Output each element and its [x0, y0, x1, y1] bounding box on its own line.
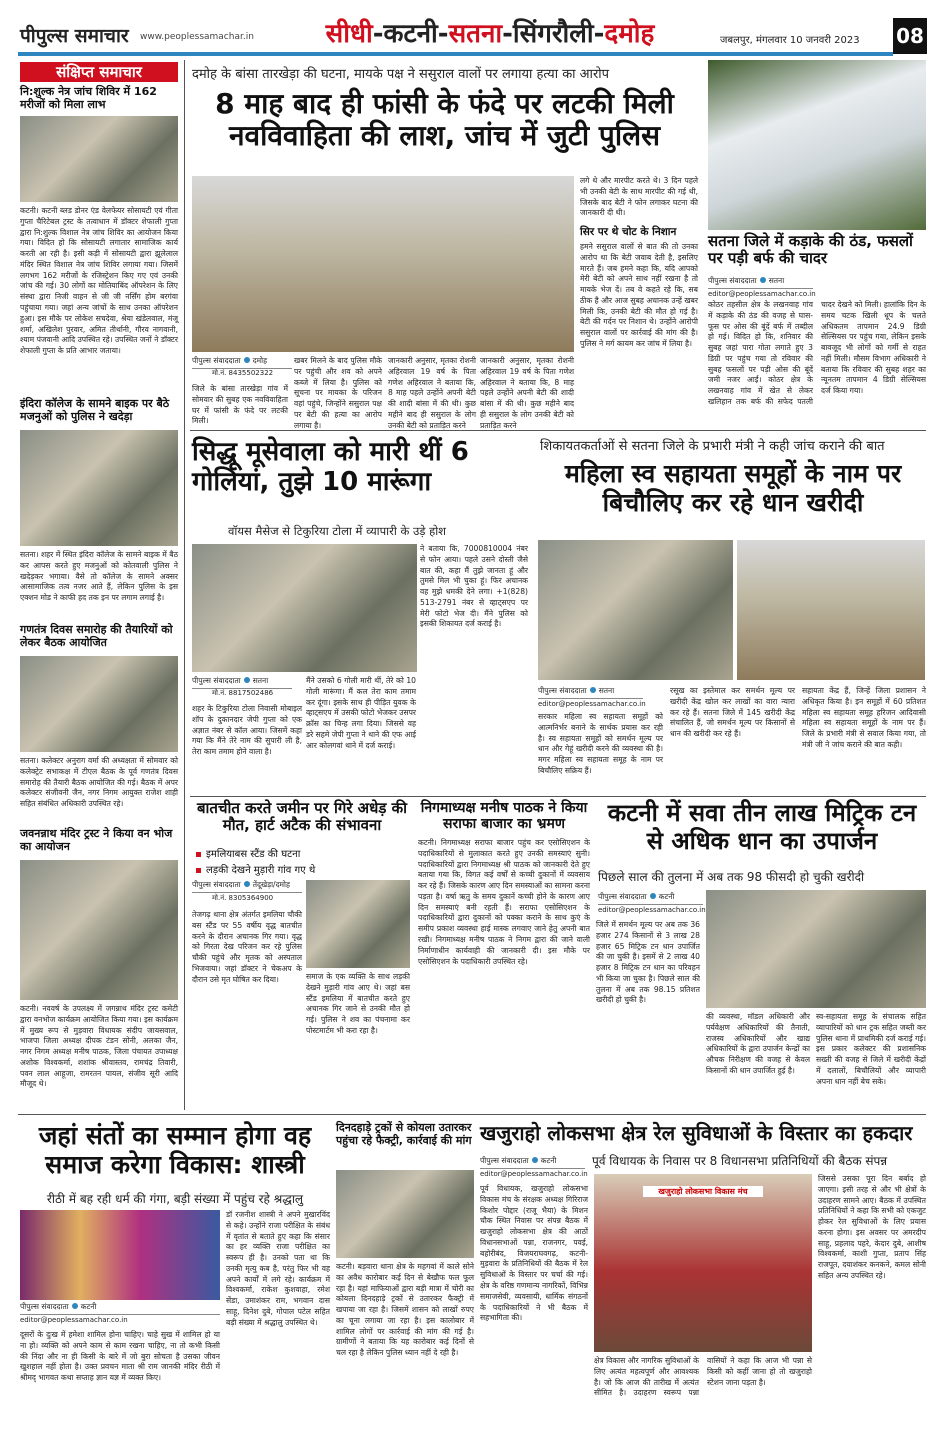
lead-photo	[192, 176, 574, 352]
saints-photo	[20, 1210, 220, 1300]
phone: मो.नं. 8435502322	[212, 369, 274, 377]
procure-body: जिले में समर्थन मूल्य पर अब तक 36 हजार 274 किसानों से 3 लाख 28 हजार 65 मिट्रिक टन धान उपार्जित की जा चुकी है। इसमें से 2 लाख 40 हजार 8 मिट्रिक टन धान का परिवहन भी किया जा चुका है। पिछले साल की तुलना में अब तक 98.15 प्रतिशत खरीदी हो चुकी है।	[596, 920, 700, 1005]
page-title: सीधी-कटनी-सतना-सिंगरौली-दमोह	[325, 19, 655, 49]
frost-photo	[708, 60, 926, 230]
sidhu-kicker: वॉयस मैसेज से टिकुरिया टोला में व्यापारी के उड़े होश	[228, 524, 447, 538]
coal-headline: दिनदहाड़े ट्रकों से कोयला उतारकर पहुंचा रहे फैक्ट्री, कार्रवाई की मांग	[336, 1121, 472, 1147]
brief-news-label: संक्षिप्त समाचार	[20, 62, 178, 82]
rail-body: पूर्व विधायक, खजुराहो लोकसभा विकास मंच के संरक्षक अध्यक्ष गिरिराज किशोर पोद्दार (राजू भैया) के मिशन चौक स्थित निवास पर संपन्न बैठक में खजुराहो लोकसभा क्षेत्र की आठों विधानसभाओं पन्ना, राजनगर, पवई, बहोरीबंद, विजयराघवगढ़, कटनी-मुड़वारा के प्रतिनिधियों की बैठक में रेल सुविधाओं के विस्तार पर चर्चा की गई। क्षेत्र के वरिष्ठ गणमान्य नागरिकों, विभिन्न समाजसेवी, व्यवसायी, धार्मिक संगठनों के पदाधिकारियों ने भी बैठक में सहभागिता की।	[480, 1184, 588, 1323]
cold-body: कोठर तहसील क्षेत्र के लखनवाह गांव में कड़ाके की ठंड की वजह से घास-फूस पर ओस की बूंदें बर्फ में तब्दील हो गई। विदित हो कि, शनिवार की सुबह जहां पारा गोता लगाते हुए 3 डिग्री पर पहुंच गया तो रविवार की सुबह फसलों पर पड़ी ओस की बूंदें जमी नजर आईं। कोठर क्षेत्र के लखनवाह गांव में खेत से लेकर खलिहान तक बर्फ की सफेद पतली चादर देखने को मिली। हालांकि दिन के समय चटक खिली धूप के चलते अधिकतम तापमान 24.9 डिग्री सेल्सियस पर पहुंच गया, लेकिन इसके बावजूद भी लोगों को गर्मी से राहत नहीं मिली। मौसम विभाग अधिकारी ने बताया कि रविवार की सुबह शहर का न्यूनतम तापमान 4 डिग्री सेल्सियस दर्ज किया गया।	[708, 300, 926, 407]
paddy-body: सहायता केंद्र हैं, जिन्हें जिला प्रशासन ने अधिकृत किया है। इन समूहों में 60 प्रतिशत महिला स्व सहायता समूह हरिजन आदिवासी महिला स्व सहायता समूहों के नाम पर हैं। जिले के प्रभारी मंत्री से सवाल किया गया, तो मंत्री जी ने जांच कराने की बात कही।	[802, 686, 926, 749]
phone: मो.नं. 8817502486	[212, 689, 274, 697]
masthead-rule	[18, 52, 893, 56]
temple-event-photo	[20, 860, 178, 1000]
byline: पीपुल्स संवाददाता कटनी	[20, 1302, 220, 1315]
lead-subhead: सिर पर थे चोट के निशान	[580, 226, 677, 238]
byline: पीपुल्स संवाददाता कटनी	[598, 892, 703, 905]
paddy-body: सरकार महिला स्व सहायता समूहों को आत्मनिर्भर बनाने के सार्थक प्रयास कर रही है। स्व सहायता समूहों को समर्थन मूल्य पर धान और गेहूं खरीदी करने की व्यवस्था की है। मगर महिला स्व सहायता समूह के नाम पर बिचौलिए सक्रिय हैं।	[538, 712, 663, 775]
sidhu-body: शहर के टिकुरिया टोला निवासी मोबाइल शॉप के दुकानदार जेपी गुप्ता को एक अज्ञात नंबर से कॉल आया। जिसमें कहा गया कि मैंने तेरे नाम की सुपारी ली है, तेरा काम तमाम होने वाला है।	[192, 704, 302, 757]
bullet-point: लड़की देखने मुड़ारी गांव गए थे	[196, 862, 315, 876]
coal-body: कटनी। बड़वारा थाना क्षेत्र के महगवां में काले सोने का अवैध कारोबार कई दिन से बेखौफ फल फूल रहा है। यहां माफियाओं द्वारा बड़ी मात्रा में चोरी का कोयला दिनदहाड़े ट्रकों से उतारकर फैक्ट्री में खपाया जा रहा है। जिसमें शासन को लाखों रुपए का चूना लगाया जा रहा है। इस कालोबार में शामिल लोगों पर कार्रवाई की मांग की गई है। ग्रामीणों ने बताया कि यह कारोबार कई दिनों से चल रहा है लेकिन पुलिस ध्यान नहीं दे रही है।	[336, 1262, 474, 1358]
sidhu-headline: सिद्धू मूसेवाला को मारी थीं 6 गोलियां, तुझे 10 मारूंगा	[192, 437, 469, 497]
email[interactable]: editor@peoplessamachar.co.in	[708, 290, 816, 298]
byline: पीपुल्स संवाददाता सतना	[538, 686, 643, 699]
lead-body: खबर मिलने के बाद पुलिस मौके पर पहुंची और शव को अपने कब्जे में लिया है। पुलिस को सूचना पर मायका के परिजन वहां पहुंचे, जिन्होंने ससुराल पक्ष पर बेटी की हत्या का आरोप लगाया है।	[294, 356, 382, 430]
procure-body: की व्यवस्था, मॉडल अधिकारी और पर्यवेक्षण अधिकारियों की तैनाती, राजस्व अधिकारियों और खाद्य अधिकारियों के द्वारा उपार्जन केन्द्रों का औचक निरीक्षण की वजह से केवल किसानों की धान उपार्जित हुई है।	[706, 1012, 810, 1075]
lead-headline: 8 माह बाद ही फांसी के फंदे पर लटकी मिली नवविवाहिता की लाश, जांच में जुटी पुलिस	[215, 87, 674, 153]
brief-headline: इंदिरा कॉलेज के सामने बाइक पर बैठे मजनुओं को पुलिस ने खदेड़ा	[20, 397, 170, 423]
heart-body: तेजगढ़ थाना क्षेत्र अंतर्गत इमलिया चौकी बस स्टैंड पर 55 वर्षीय वृद्ध बातचीत करने के दौरान अचानक गिर गया। वृद्ध को गिरता देख परिजन कर रहे पुलिस चौकी पहुंचे और मृतक को अस्पताल भिजवाया। जहां डॉक्टर ने चेकअप के दौरान उसे मृत घोषित कर दिया।	[192, 910, 302, 984]
byline: पीपुल्स संवाददाता कटनी	[480, 1156, 585, 1169]
lead-kicker: दमोह के बांसा तारखेड़ा की घटना, मायके पक्ष ने ससुराल वालों पर लगाया हत्या का आरोप	[192, 67, 610, 82]
paddy-sacks-photo	[737, 540, 925, 680]
byline: पीपुल्स संवाददाता दमोह	[192, 356, 292, 369]
college-photo	[20, 430, 178, 546]
cold-headline: सतना जिले में कड़ाके की ठंड, फसलों पर पड़ी बर्फ की चादर	[708, 232, 913, 268]
heart-headline: बातचीत करते जमीन पर गिरे अधेड़ की मौत, हार्ट अटैक की संभावना	[196, 799, 408, 835]
phone: मो.नं. 8305364900	[212, 894, 274, 902]
sidhu-body: मैंने उसको 6 गोली मारी थीं, तेरे को 10 गोली मारूंगा। मैं कल तेरा काम तमाम कर दूंगा। इसके साथ ही पीड़ित युवक के व्हाट्सएप में उसकी फोटो भेजकर उसपर क्रॉस का चिन्ह लगा दिया। जिससे वह डरे सहमे जेपी गुप्ता ने थाने की एफ आई आर कोलगवां थाने में दर्ज कराई।	[306, 676, 416, 750]
paddy-headline: महिला स्व सहायता समूहों के नाम पर बिचौलिए कर रहे धान खरीदी	[564, 459, 902, 517]
brief-body: सतना। शहर में स्थित इंदिरा कॉलेज के सामने बाइक में बैठ कर आपस करते हुए मजनुओं को कोतवाली पुलिस ने खदेड़कर भगाया। वैसे तो कॉलेज के सामने अक्सर आसामाजिक तत्व नजर आते हैं, लेकिन पुलिस के इस एक्शन मोड ने काफी हद तक इन पर लगाम लगाई है।	[20, 550, 178, 603]
row-divider	[190, 430, 926, 431]
email[interactable]: editor@peoplessamachar.co.in	[538, 700, 646, 708]
lead-body: जानकारी अनुसार, मृतका रोशनी अहिरवाल 19 वर्ष के पिता गणेश अहिरवाल ने बताया कि, 8 माह पहले उन्होंने अपनी बेटी की शादी बांसा में की थी। कुछ महीने बाद ही ससुराल के लोग उनकी बेटी को प्रताड़ित करने	[480, 356, 574, 430]
brief-headline: नि:शुल्क नेत्र जांच शिविर में 162 मरीजों को मिला लाभ	[20, 85, 157, 111]
lead-body: लगे थे और मारपीट करते थे। 3 दिन पहले भी उनकी बेटी के साथ मारपीट की गई थी, जिसके बाद बेटी ने फोन लगाकर घटना की जानकारी दी थी।	[580, 176, 698, 218]
saints-body: दूसरों के दुःख में हमेशा शामिल होना चाहिए। चाहे सुख में शामिल हो या ना हो। व्यक्ति को अपने काम से काम रखना चाहिए, ना तो कभी किसी की निंदा और ना ही किसी के बारे में जो बुरा सोचता है उसका जीवन खुशहाल नहीं होता है। उक्त प्रवचन माता श्री राम जानकी मंदिर रीठी में श्रीमद् भागवत कथा सप्ताह ज्ञान यज्ञ में व्यक्त किए।	[20, 1330, 220, 1383]
heart-body: समाज के एक व्यक्ति के साथ लड़की देखने मुड़ारी गांव आए थे। जहां बस स्टैंड इमलिया में बातचीत करते हुए अचानक गिर जाने से उनकी मौत हो गई। पुलिस ने शव का पंचनामा कर पोस्टमार्टम भी करा रहा है।	[306, 972, 410, 1035]
saints-kicker: रीठी में बह रही धर्म की गंगा, बड़ी संख्या में पहुंच रहे श्रद्धालु	[46, 1192, 304, 1206]
tractor-photo	[538, 540, 733, 680]
brief-headline: जवनन्नाथ मंदिर ट्रस्ट ने किया वन भोज का आयोजन	[20, 827, 173, 853]
rail-body: क्षेत्र विकास और नागरिक सुविधाओं के लिए अत्यंत महत्वपूर्ण और आवश्यक है। जो कि आज की तारीख में अत्यंत सीमित है। उदाहरण स्वरूप पन्ना वासियों ने कहा कि आज भी पन्ना से किसी को कहीं जाना हो तो खजुराहो स्टेशन जाना पड़ता है।	[594, 1356, 812, 1398]
heart-photo	[306, 880, 410, 968]
lead-body: जिले के बांसा तारखेड़ा गांव में सोमवार की सुबह एक नवविवाहिता घर में फांसी के फंदे पर लटकी मिली।	[192, 384, 288, 426]
meeting-photo	[20, 656, 178, 752]
procure-body: स्व-सहायता समूह के संचालक सहित व्यापारियों को धान ट्रक सहित जब्ती कर पुलिस थाना में प्राथमिकी दर्ज कराई गई। इस प्रकार कलेक्टर की प्रशासनिक सख्ती की वजह से जिले में खरीदी केंद्रों में दलालों, बिचौलियों और व्यापारी अपना धान नहीं बेच सके।	[816, 1012, 926, 1086]
rail-headline: खजुराहो लोकसभा क्षेत्र रेल सुविधाओं के विस्तार का हकदार	[480, 1121, 913, 1145]
row-divider	[18, 1114, 926, 1115]
nigam-headline: निगमाध्यक्ष मनीष पाठक ने किया सराफा बाजार का भ्रमण	[420, 800, 588, 833]
eye-camp-photo	[20, 116, 178, 202]
procure-kicker: पिछले साल की तुलना में अब तक 98 फीसदी हो चुकी खरीदी	[598, 870, 865, 884]
procure-photo	[706, 890, 926, 1008]
lead-sub-body: हमने ससुराल वालों से बात की तो उनका आरोप था कि बेटी जवाब देती है, इसलिए मारते हैं। जब हमने कहा कि, यदि आपको मेरी बेटी को अपने साथ नहीं रखना है तो मायके भेज दें। तब वे कहते रहे कि, सब ठीक है और आज सुबह अचानक उन्हें खबर मिली कि, उनकी बेटी की मौत हो गई है। बेटी की गर्दन पर निशान थे। उन्होंने आरोपी ससुराल वालों पर कार्रवाई की मांग की है। पुलिस ने मर्ग कायम कर जांच में लिया है।	[580, 242, 698, 349]
brief-headline: गणतंत्र दिवस समारोह की तैयारियों को लेकर बैठक आयोजित	[20, 623, 173, 649]
byline: पीपुल्स संवाददाता तेंदूखेड़ा/दमोह	[192, 880, 302, 893]
saints-body: डॉ रजनीश शास्त्री ने अपने मुखारविंद से कहे। उन्होंने राजा परीक्षित के संबंध में वृतांत से बताते हुए कहा कि संसार का हर व्यक्ति राजा परीक्षित का स्वरूप ही है। उनको पता था कि उनकी मृत्यु कब है, परंतु फिर भी वह अपने कार्यों में लगे रहे। कार्यक्रम में विश्वकर्मा, राकेश कुशवाहा, रमेश सेंडा, उमाशंकर राम, भगवान दास साहू, दिनेश दुबे, गोपाल पटेल सहित बड़ी संख्या में श्रद्धालु उपस्थित थे।	[226, 1210, 330, 1327]
website[interactable]: www.peoplessamachar.in	[140, 32, 254, 42]
page-number: 08	[893, 18, 927, 54]
rail-meeting-photo	[594, 1174, 812, 1352]
brief-body: कटनी। नववर्ष के उपलक्ष्य में जगन्नाथ मंदिर ट्रस्ट कमेटी द्वारा वनभोज कार्यक्रम आयोजित किया गया। इस कार्यक्रम में मुख्य रूप से मुड़वारा विधायक संदीप जायसवाल, भाजपा जिला अध्यक्ष दीपक टंडन सोनी, अलका जैन, नगर निगम अध्यक्ष मनीष पाठक, जिला पंचायत उपाध्यक्ष अशोक विश्वकर्मा, शशांक श्रीवास्तव, रामचंद्र तिवारी, पवन लाल आहूजा, रामरतन पायल, संजीव सूरी आदि मौजूद थे।	[20, 1004, 178, 1089]
byline: पीपुल्स संवाददाता सतना	[708, 276, 813, 289]
email[interactable]: editor@peoplessamachar.co.in	[598, 906, 706, 914]
coal-trucks-photo	[336, 1170, 474, 1258]
row-divider	[190, 796, 926, 797]
brief-body: सतना। कलेक्टर अनुराग वर्मा की अध्यक्षता में सोमवार को कलेक्ट्रेट सभाकक्ष में टीएल बैठक के पूर्व गणतंत्र दिवस समारोह की तैयारी बैठक आयोजित की गई। बैठक में अपर कलेक्टर संजीवनी जैन, नगर निगम आयुक्त राजेश शाही सहित संबंधित अधिकारी उपस्थित रहे।	[20, 756, 178, 809]
byline: पीपुल्स संवाददाता सतना	[192, 676, 292, 689]
newspaper-logo: पीपुल्स समाचार	[20, 25, 129, 47]
sidhu-body: ने बताया कि, 7000810004 नंबर से फोन आया। पहले उसने दोस्ती जैसे बात की, कहा मैं तुझे जानता हूं और तुमसे मिल भी चुका हूं। फिर अचानक वह मुझे धमकी देने लगा। +1(828) 513-2791 नंबर से व्हाट्सएप पर मेरी फोटो भेज दी। मैंने पुलिस को इसकी शिकायत दर्ज कराई है।	[420, 544, 528, 629]
nigam-body: कटनी। निगमाध्यक्ष सराफा बाजार पहुंच कर एसोसिएशन के पदाधिकारियों से मुलाकात करते हुए उनकी समस्याएं सुनी। पदाधिकारियों द्वारा निगमाध्यक्ष श्री पाठक को जानकारी देते हुए बताया गया कि, विगत कई वर्षों से कच्ची दुकानों में व्यवसाय कर रहे हैं। जिसके कारण आए दिन समस्याओं का सामना करना पड़ता है। वर्षा ऋतु के समय दुकानें कच्ची होने के कारण आए दिन समस्याएं बनी रहती हैं। सराफा एसोसिएशन के पदाधिकारियों द्वारा दुकानों को पक्का कराने के साथ कुएं के समीप प्रकाश व्यवस्था हाई मास्क लगवाए जाने हेतु अपनी बात रखी। निगमाध्यक्ष मनीष पाठक ने निगम द्वारा की जाने वाली निर्माणाधीन कार्यवाही की जानकारी दी। इस मौके पर एसोसिएशन के पदाधिकारी उपस्थित रहे।	[418, 838, 590, 966]
bullet-point: इमलियाबस स्टैंड की घटना	[196, 846, 300, 860]
banner-text: खजुराहो लोकसभा विकास मंच	[643, 1186, 763, 1197]
rail-kicker: पूर्व विधायक के निवास पर 8 विधानसभा प्रतिनिधियों की बैठक संपन्न	[592, 1154, 888, 1168]
edition-date: जबलपुर, मंगलवार 10 जनवरी 2023	[720, 35, 860, 46]
procure-headline: कटनी में सवा तीन लाख मिट्रिक टन से अधिक धान का उपार्जन	[607, 799, 917, 855]
email[interactable]: editor@peoplessamachar.co.in	[20, 1316, 128, 1324]
paddy-body: रसूख का इस्तेमाल कर समर्थन मूल्य पर खरीदी केंद्र खोल कर लाखों का वारा न्यारा कर रहे हैं। सतना जिले में 145 खरीदी केंद्र संचालित हैं, जो समर्थन मूल्य पर किसानों से धान की खरीदी कर रहे हैं।	[670, 686, 795, 739]
sidhu-photo	[192, 544, 417, 672]
lead-body: जानकारी अनुसार, मृतका रोशनी अहिरवाल 19 वर्ष के पिता गणेश अहिरवाल ने बताया कि, 8 माह पहले उन्होंने अपनी बेटी की शादी बांसा में की थी। कुछ महीने बाद ही ससुराल के लोग उनकी बेटी को प्रताड़ित करने	[388, 356, 476, 430]
column-divider	[184, 60, 185, 1110]
rail-body: जिससे उसका पूरा दिन बर्बाद हो जाएगा। इसी तरह से और भी क्षेत्रों के उदाहरण सामने आए। बैठक में उपस्थित प्रतिनिधियों ने कहा कि सभी को एकजुट होकर रेल सुविधाओं के लिए प्रयास करना होगा। इस अवसर पर अमरदीप साहू, प्रहलाद पहरे, केदार दुबे, आशीष विश्वकर्मा, काशी गुप्ता, प्रताप सिंह राजपूत, दयाशंकर कनकने, कमल सोनी सहित अन्य उपस्थित रहे।	[818, 1174, 926, 1281]
saints-headline: जहां संतों का सम्मान होगा वह समाज करेगा विकास: शास्त्री	[38, 1121, 312, 1179]
email[interactable]: editor@peoplessamachar.co.in	[480, 1170, 588, 1178]
paddy-kicker: शिकायतकर्ताओं से सतना जिले के प्रभारी मंत्री ने कही जांच कराने की बात	[540, 439, 885, 454]
brief-body: कटनी। कटनी ब्लड डोनर एंड वेलफेयर सोसायटी एवं गीता गुप्ता चैरिटेबल ट्रस्ट के तत्वाधान में डॉक्टर शेफाली गुप्ता द्वारा नि:शुल्क विशाल नेत्र जांच शिविर का आयोजन किया गया। विदित हो कि सोसायटी लगातार सामाजिक कार्य करती आ रही है। इसी कड़ी में सोसायटी द्वारा झूलेलाल मंदिर स्थित विशाल नेत्र जांच शिविर लगाया गया। जिसमें लगभग 162 मरीजों के रजिस्ट्रेशन किए गए एवं उनकी जांच की गई। 30 लोगों का मोतियाबिंद ऑपरेशन के लिए संस्था द्वारा निजी वाहन से जी जी नर्सिंग होम बरगंवा पहुंचाया गया। जहां अन्य जांचों के साथ उनका ऑपरेशन हुआ। इस मौके पर लोकेश सचदेवा, श्रेया खंडेलवाल, मंजू शर्मा, अखिलेश पुरवार, अमित तीर्थानी, गौरव नागवानी, श्याम पंजवानी आदि उपस्थित रहे। उपस्थित जनों ने डॉक्टर शेफाली गुप्ता के प्रति आभार जताया।	[20, 206, 178, 356]
